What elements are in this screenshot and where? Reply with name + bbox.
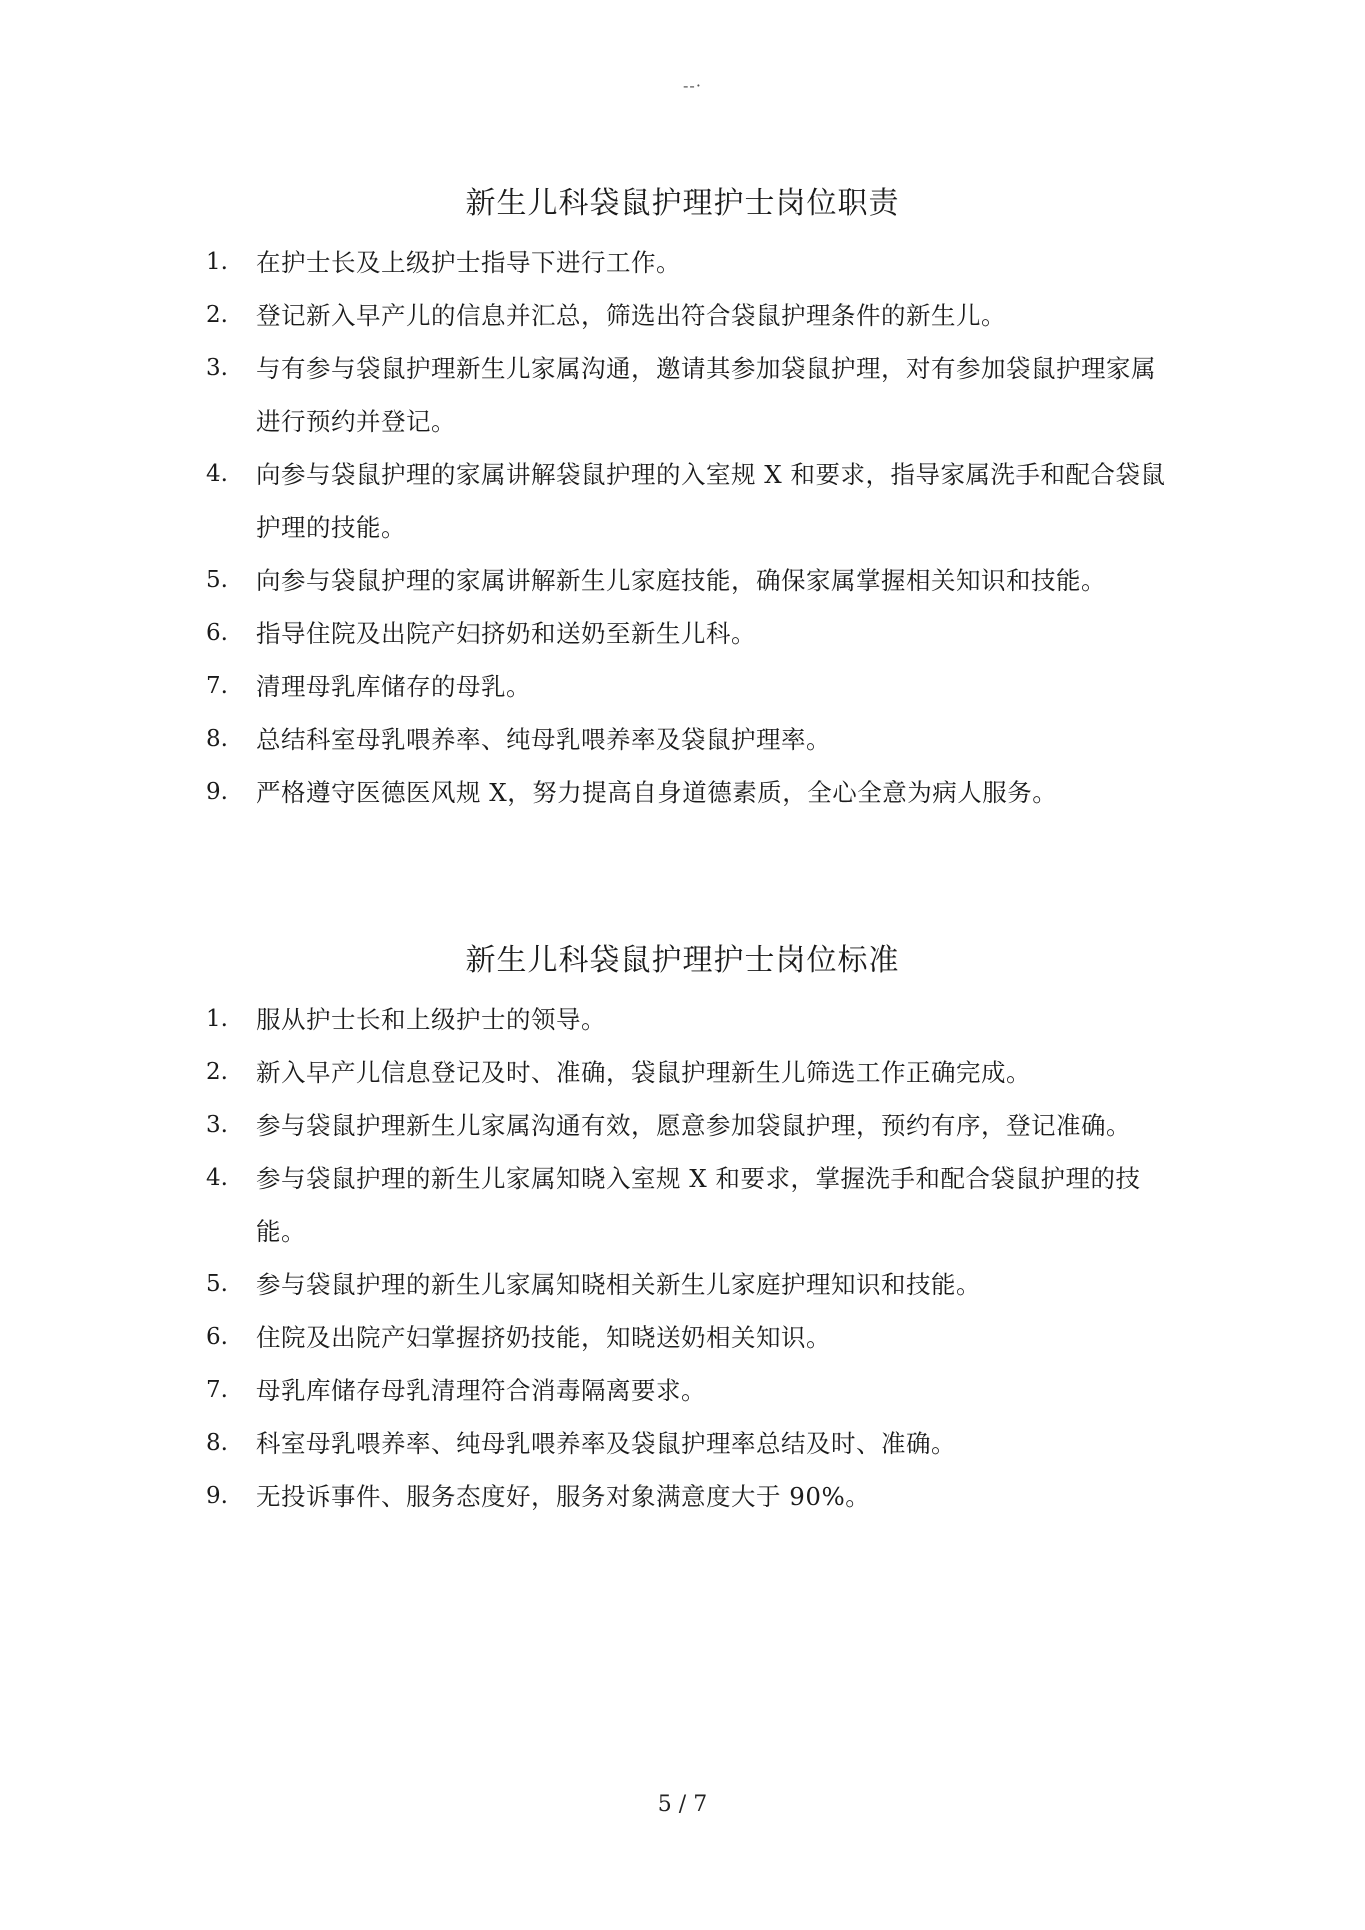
item-text: 母乳库储存母乳清理符合消毒隔离要求。 [256,1376,706,1405]
list-item [206,236,1166,289]
section-title-standards: 新生儿科袋鼠护理护士岗位标准 [465,943,900,978]
item-text: 住院及出院产妇掌握挤奶技能，知晓送奶相关知识。 [256,1323,831,1352]
item-text: 服从护士长和上级护士的领导。 [256,1005,606,1034]
list-item [206,448,1166,554]
section-title-duties: 新生儿科袋鼠护理护士岗位职责 [465,186,900,221]
item-text: 清理母乳库储存的母乳。 [256,672,531,701]
item-text: 在护士长及上级护士指导下进行工作。 [256,248,681,277]
item-text: 严格遵守医德医风规 X，努力提高自身道德素质，全心全意为病人服务。 [256,778,1058,807]
item-number: 7. [206,673,228,699]
item-text: 参与袋鼠护理新生儿家属沟通有效，愿意参加袋鼠护理，预约有序，登记准确。 [256,1111,1131,1140]
item-text: 与有参与袋鼠护理新生儿家属沟通，邀请其参加袋鼠护理，对有参加袋鼠护理家属进行预约并登记。 [256,354,1156,436]
item-number: 3. [206,1112,228,1138]
item-number: 9. [206,779,228,805]
item-text: 向参与袋鼠护理的家属讲解袋鼠护理的入室规 X 和要求，指导家属洗手和配合袋鼠护理的技能。 [256,460,1166,542]
item-number: 2. [206,1059,228,1085]
item-number: 8. [206,1430,228,1456]
item-number: 7. [206,1377,228,1403]
list-item [206,1470,1166,1523]
list-item [206,1258,1166,1311]
list-item [206,342,1166,448]
item-text: 参与袋鼠护理的新生儿家属知晓相关新生儿家庭护理知识和技能。 [256,1270,981,1299]
duties-list [206,236,1166,819]
list-item [206,1152,1166,1258]
item-text: 新入早产儿信息登记及时、准确，袋鼠护理新生儿筛选工作正确完成。 [256,1058,1031,1087]
item-number: 1. [206,249,228,275]
item-text: 指导住院及出院产妇挤奶和送奶至新生儿科。 [256,619,756,648]
item-text: 参与袋鼠护理的新生儿家属知晓入室规 X 和要求，掌握洗手和配合袋鼠护理的技能。 [256,1164,1141,1246]
item-number: 9. [206,1483,228,1509]
list-item [206,554,1166,607]
page-number: 5 / 7 [657,1792,708,1817]
standards-list [206,993,1166,1523]
list-item [206,1311,1166,1364]
item-number: 1. [206,1006,228,1032]
list-item [206,766,1166,819]
item-number: 4. [206,1165,228,1191]
item-number: 8. [206,726,228,752]
item-number: 5. [206,1271,228,1297]
item-text: 登记新入早产儿的信息并汇总，筛选出符合袋鼠护理条件的新生儿。 [256,301,1006,330]
item-number: 5. [206,567,228,593]
item-number: 3. [206,355,228,381]
header-mark: --· [683,76,702,95]
item-text: 总结科室母乳喂养率、纯母乳喂养率及袋鼠护理率。 [256,725,831,754]
list-item [206,289,1166,342]
list-item [206,1417,1166,1470]
list-item [206,1099,1166,1152]
item-number: 6. [206,620,228,646]
list-item [206,993,1166,1046]
item-number: 6. [206,1324,228,1350]
list-item [206,1046,1166,1099]
item-text: 无投诉事件、服务态度好，服务对象满意度大于 90%。 [256,1482,871,1511]
item-number: 2. [206,302,228,328]
item-number: 4. [206,461,228,487]
list-item [206,607,1166,660]
list-item [206,713,1166,766]
item-text: 向参与袋鼠护理的家属讲解新生儿家庭技能，确保家属掌握相关知识和技能。 [256,566,1106,595]
list-item [206,1364,1166,1417]
item-text: 科室母乳喂养率、纯母乳喂养率及袋鼠护理率总结及时、准确。 [256,1429,956,1458]
list-item [206,660,1166,713]
